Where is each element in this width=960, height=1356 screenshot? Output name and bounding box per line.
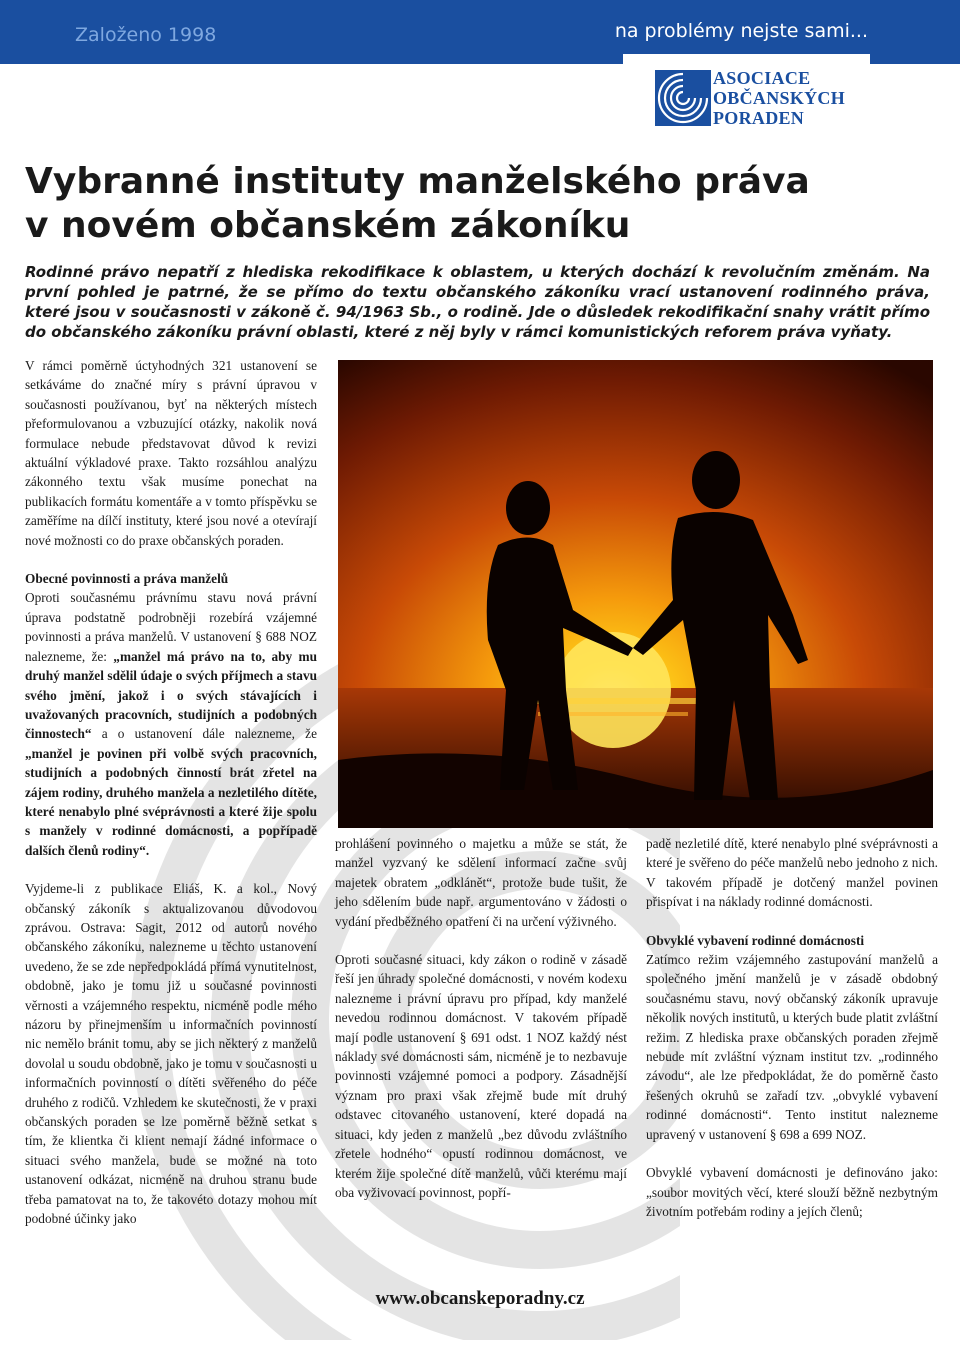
founded-text: Založeno 1998 <box>75 24 217 46</box>
article-lead: Rodinné právo nepatří z hlediska rekodifikace k oblastem, u kterých dochází k revolučním změnám. Na první pohled je patrné, že se přímo do textu občanského zákoníku vrací ustanovení rodinného práva, které jsou v současnosti v zákoně č. 94/1963 Sb., o rodině. Jde o důsledek rekodifikační snahy vrátit přímo do občanského zákoníku právní oblasti, které z něj byly v rámci komunistických reforem práva vyňaty. <box>25 263 930 341</box>
organization-logo[interactable] <box>623 54 870 136</box>
section-heading-household-equipment: Obvyklé vybavení rodinné domácnosti <box>646 932 865 948</box>
paragraph-intro: V rámci poměrně úctyhodných 321 ustanovení se setkáváme do značné míry s právní úpravou v současnosti používanou, byť na některých místech přeformulovanou a vzbuzující otázky, nakolik nová formulace nebude představovat důvod k revizi aktuální výkladové praxe. Takto rozsáhlou analýzu zákonného textu však musíme ponechat na publikacích formátu komentáře a v tomto příspěvku se zaměříme na dílčí instituty, které jsou nové a otevírají nové možnosti co do praxe občanských poraden. <box>25 358 317 548</box>
paragraph-continued: prohlášení povinného o majetku a může se stát, že manžel vyzvaný ke sdělení informací začne svůj majetek obratem „odklánět“, protože bude tušit, že jeho sdělením bude např. argumentováno v žádosti o vydání předběžného opatření či na určení výživného. <box>335 836 627 929</box>
article-title <box>25 160 935 248</box>
paragraph-household: Oproti současné situaci, kdy zákon o rodině v zásadě řeší jen úhrady společné domácnosti, v novém kodexu nalezneme i právní úpravu pro případ, kdy manželé nevedou rodinnou domácnost. V takovém případě mají podle ustanovení § 691 odst. 1 NOZ každý nést náklady své domácnosti sám, nicméně je to nezbavuje povinnosti vzájemné pomoci a podpory. Zásadnější význam pro praxi však zřejmě bude mít druhý odstavec citovaného ustanovení, které dopadá na situaci, kdy jeden z manželů „bez důvodu zvláštního zřetele hodného“ opustí rodinnou domácnost, ve kterém žije společné dítě manželů, vůči kterému mají oba vyživovací povinnost, popří- <box>335 952 627 1200</box>
paragraph-continued-right: padě nezletilé dítě, které nenabylo plné svéprávnosti a které je svěřeno do péče manželů nebo jednoho z nich. V takovém případě je dotčený manžel povinen přispívat i na náklady rodinné domácnosti. <box>646 836 938 910</box>
slogan-text: na problémy nejste sami... <box>614 20 868 42</box>
paragraph-household-equipment: Zatímco režim vzájemného zastupování manželů a společného jmění manželů je v zásadě obdobný současnému stavu, nový občanský zákoník upravuje několik nových institutů, u kterých bude platit zvláštní režim. Z hlediska praxe občanských poraden zřejmě nebude mít zvláštní význam institut tzv. „rodinného závodu“, ale lze předpokládat, že do poměrně často řešených okruhů se zařadí tzv. „obvyklé vybavení rodinné domácnosti“. Tento institut nalezneme upravený v ustanovení § 698 a 699 NOZ. <box>646 952 938 1142</box>
logo-line-3: PORADEN <box>713 108 805 128</box>
section-heading-obligations: Obecné povinnosti a práva manželů <box>25 571 229 587</box>
quote-bold: „manžel má právo na to, aby mu druhý manžel sdělil údaje o svých příjmech a stavu svého jmění, jakož i o svých stávajících i uvažovaných pracovních, studijních a podobných činnostech“ <box>25 648 317 742</box>
logo-text <box>713 68 845 128</box>
title-line-1: Vybranné instituty manželského práva <box>25 161 810 202</box>
sunset-couple-photo <box>338 360 933 828</box>
text-run: Oproti současnému právnímu stavu nová právní úprava podstatně podrobněji rozebírá vzájemné povinnosti a práva manželů. V ustanovení § 688 NOZ nalezneme, že: <box>25 590 317 664</box>
column-middle <box>335 834 627 1221</box>
title-line-2: v novém občanském zákoníku <box>25 205 631 246</box>
text-run: a o ustanovení dále nalezneme, že <box>91 726 317 742</box>
website-link[interactable]: www.obcanskeporadny.cz <box>375 1288 585 1309</box>
column-right <box>646 834 938 1240</box>
paragraph-obligations <box>25 588 317 860</box>
paragraph-commentary: Vyjdeme-li z publikace Eliáš, K. a kol., Nový občanský zákoník s aktualizovanou důvodovou zprávou. Ostrava: Sagit, 2012 od autorů nového občanského zákoníku, nalezneme u těchto ustanovení uvedeno, že se zde nepředpokládá přímá vynutitelnost, obdobně, jako je tomu již u současné povinnosti věrnosti a vzájemného respektu, nicméně podle mého názoru by přinejmenším u informačních povinností nic nemělo bránit tomu, aby se jich některý z manželů dovolal u soudu obdobně, jako je tomu v současnosti u informačních povinností o dítěti svěřeného do péče druhého z rodičů. Vzhledem ke skutečnosti, že v praxi občanských poraden se lze poměrně běžně setkat s tím, že klientka či klient nemají žádné informace o situaci svého manžela, bude se možné na toto ustanovení odkázat, nicméně na druhou stranu bude třeba pamatovat na to, že takovéto dotazy mohou mít podobné účinky jako <box>25 881 317 1227</box>
column-left <box>25 356 317 1247</box>
logo-line-2: OBČANSKÝCH <box>713 88 846 108</box>
paragraph-definition: Obvyklé vybavení domácnosti je definováno jako: „soubor movitých věcí, které slouží běžně nezbytným životním potřebám rodiny a jejích členů; <box>646 1165 938 1219</box>
logo-spiral-icon <box>655 70 711 126</box>
quote-bold: „manžel je povinen při volbě svých pracovních, studijních a podobných činností brát zřetel na zájem rodiny, druhého manžela a nezletilého dítěte, které nenabylo plné svéprávnosti a které žije spolu s manžely v rodinné domácnosti, a popřípadě dalších členů rodiny“. <box>25 745 317 858</box>
logo-line-1: ASOCIACE <box>713 68 811 88</box>
